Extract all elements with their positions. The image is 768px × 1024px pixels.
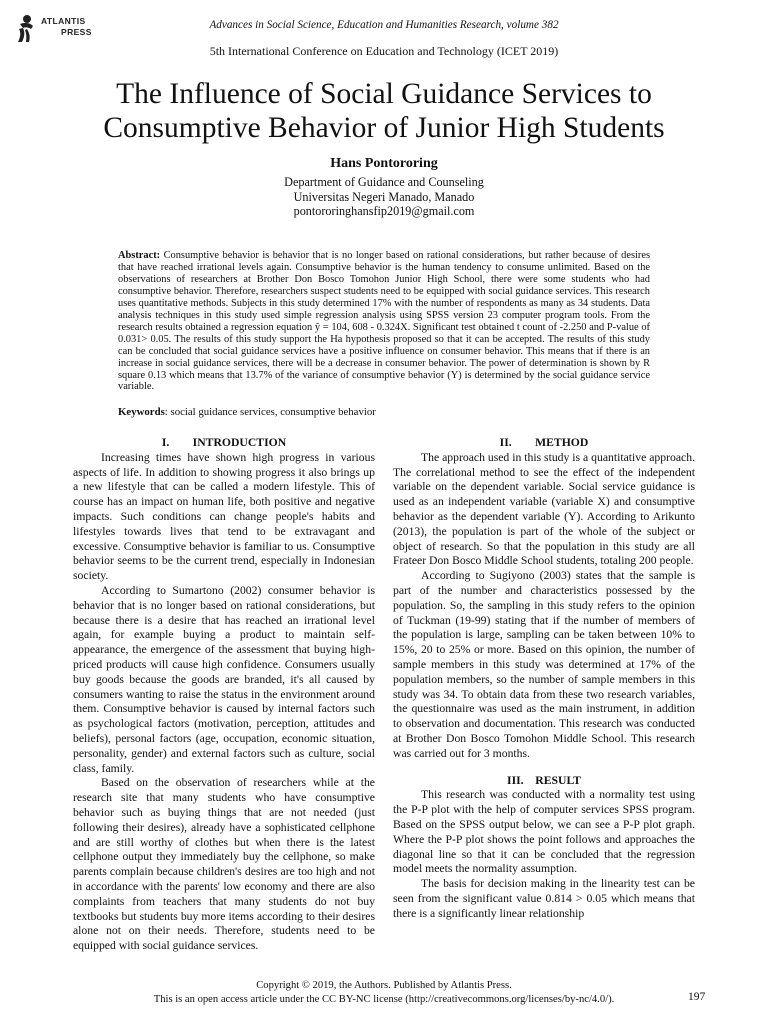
left-column — [73, 436, 375, 954]
conference-name: 5th International Conference on Education and Technology (ICET 2019) — [209, 44, 559, 58]
section-heading-result: III. RESULT — [507, 773, 581, 787]
paragraph: This research was conducted with a normality test using the P-P plot with the help of computer services SPSS program. Based on the SPSS output below, we can see a P-P plot graph. Where the P-P plot shows the point follows and approaches the diagonal line so that it can be concluded that the regression model meets the normality assumption. — [393, 788, 695, 876]
copyright-notice: Copyright © 2019, the Authors. Published by Atlantis Press. — [256, 980, 512, 991]
logo-text-line2: PRESS — [61, 27, 92, 37]
keywords-text: : social guidance services, consumptive behavior — [164, 406, 376, 418]
section-heading-introduction: I. INTRODUCTION — [161, 436, 287, 449]
abstract — [118, 250, 650, 393]
license-notice: This is an open access article under the CC BY-NC license (http://creativecommons.org/licenses/by-nc/4.0/). — [153, 994, 615, 1005]
paragraph: Increasing times have shown high progress in various aspects of life. In addition to showing progress it also brings up a new lifestyle that can be called a modern lifestyle. This of course has an impact on human life, both positive and negative impacts. Such conditions can change people's habits and lifestyles towards lives that tend to be extravagant and excessive. Consumptive behavior is familiar to us. Consumptive behavior seems to be the current trend, especially in Indonesian society. — [73, 450, 375, 583]
journal-name: Advances in Social Science, Education and Humanities Research, volume 382 — [209, 19, 559, 31]
affiliation — [100, 175, 668, 219]
right-column — [393, 436, 695, 922]
paper-title: The Influence of Social Guidance Services to Consumptive Behavior of Junior High Students — [103, 78, 665, 144]
author-email: pontororinghansfip2019@gmail.com — [293, 204, 475, 218]
publisher-logo — [14, 12, 104, 52]
paragraph: The approach used in this study is a quantitative approach. The correlational method to see the effect of the independent variable on the dependent variable. Social service guidance is used as an independent variable (variable X) and consumptive behavior as the dependent variable (Y). According to Arikunto (2013), the population is part of the whole of the subject or object of research. So that the population in this study are all Frateer Don Bosco Middle School students, totaling 200 people. — [393, 450, 695, 568]
atlantis-figure-icon — [14, 14, 38, 44]
section-heading-method: II. METHOD — [499, 436, 589, 449]
page-number: 197 — [688, 991, 706, 1003]
paragraph: Based on the observation of researchers while at the research site that many students who have consumptive behavior such as buying things that are not needed (just following their desires), already have a sophisticated cellphone and are still worthy of clothes but when there is the latest cellphone output they immediately buy the cellphone, so make parents complain because children's desires are too high and not in accordance with the parents' low economy and there are also complaints from teachers that many students do not buy textbooks but students buy more items according to their desires alone not on their needs. Therefore, students need to be equipped with social guidance services. — [73, 776, 375, 953]
affiliation-department: Department of Guidance and Counseling — [284, 175, 484, 189]
keywords-label: Keywords — [118, 406, 165, 418]
paragraph: According to Sugiyono (2003) states that the sample is part of the number and characteristics possessed by the population. So, the sampling in this study refers to the opinion of Tuckman (19-99) stating that if the number of members of the population is large, sampling can be taken between 10% to 15%, 20 to 25% or more. Based on this opinion, the number of sample members in this study was determined at 17% of the population members, so the number of sample members in this study was 34. To obtain data from these two research variables, the questionnaire was used as the main instrument, in addition to observation and documentation. This research was conducted at Brother Don Bosco Tomohon Middle School. This research was carried out for 3 months. — [393, 569, 695, 760]
affiliation-university: Universitas Negeri Manado, Manado — [293, 189, 475, 204]
keywords — [118, 406, 650, 418]
paragraph: According to Sumartono (2002) consumer behavior is behavior that is no longer based on rational considerations, but because there is a desire that has reached an irrational level again, for example buying a product to maintain self-appearance, the emergence of the assessment that buying high-priced products will cause high confidence. Consumers usually buy goods because the goods are branded, it's all caused by consumers wanting to raise the status in the environment around them. Consumptive behavior is caused by internal factors such as psychological factors (motivation, perception, attitudes and beliefs), personal factors (age, occupation, economic situation, personality, gender) and external factors such as culture, social class, family. — [73, 583, 375, 775]
author-name: Hans Pontororing — [330, 156, 438, 171]
logo-text-line1: ATLANTIS — [41, 16, 86, 26]
paragraph: The basis for decision making in the linearity test can be seen from the significant value 0.814 > 0.05 which means that there is a significantly linear relationship — [393, 877, 695, 920]
abstract-label: Abstract: — [118, 250, 161, 261]
abstract-text: Consumptive behavior is behavior that is no longer based on rational considerations, but rather because of desires that have reached irrational levels again. Consumptive behavior is the human tendency to consume unlimited. Based on the observations of researchers at Brother Don Bosco Tomohon Junior High School, there were some students who had consumptive behavior. Therefore, researchers suspect students need to be equipped with social guidance services. This research uses quantitative methods. Subjects in this study determined 17% with the number of respondents as many as 34 students. Data analysis techniques in this study used simple regression analysis using SPSS version 23 computer program tools. From the research results obtained a regression equation ŷ = 104, 608 - 0.324X. Significant test obtained t count of -2.250 and P-value of 0.031> 0.05. The results of this study support the Ha hypothesis proposed so that it can be accepted. The results of this study can be concluded that social guidance services have a positive influence on consumer behavior. This means that if there is an increase in social guidance services, there will be a decrease in consumer behavior. The power of determination is shown by R square 0.13 which means that 13.7% of the variance of consumptive behavior (Y) is determined by the social guidance service variable. — [118, 250, 650, 393]
